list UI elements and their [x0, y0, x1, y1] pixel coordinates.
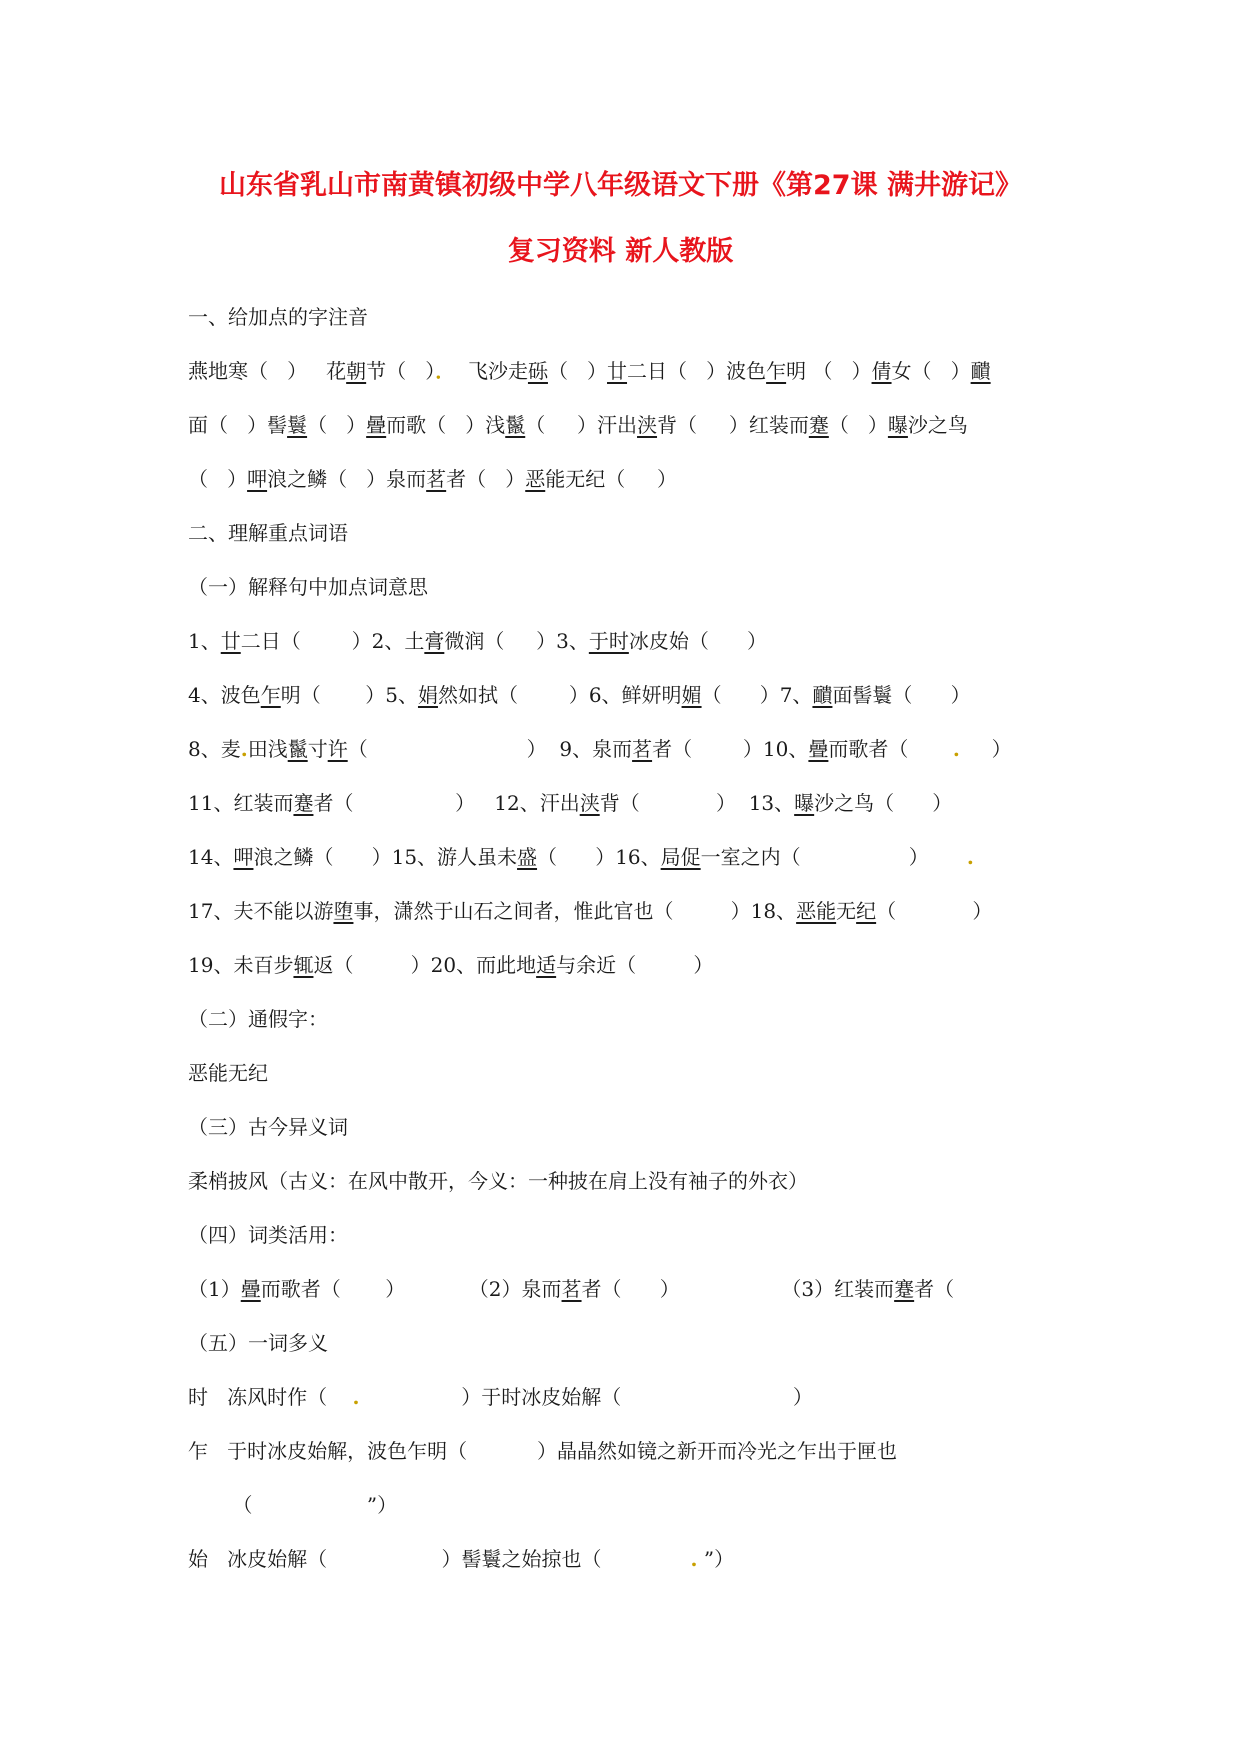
underlined-char: 曡 [240, 1277, 261, 1301]
text-segment: （ ）16、 [537, 845, 661, 869]
text-segment: 能无纪（ ） [545, 467, 678, 491]
text-segment: 14、 [188, 845, 234, 869]
text-line [188, 307, 368, 327]
underlined-char: 曡 [366, 413, 387, 437]
text-line [188, 361, 991, 381]
underlined-char: 呷 [233, 845, 254, 869]
text-segment: ） [959, 737, 1012, 761]
text-line [188, 1387, 813, 1407]
underlined-char: 茗 [632, 737, 653, 761]
text-segment: 燕地寒（ ） 花 [188, 359, 347, 383]
underlined-char: 靧 [812, 683, 833, 707]
text-segment: 者（ ） [446, 467, 526, 491]
text-segment: 1、 [188, 629, 221, 653]
emphasis-dot: ． [435, 359, 456, 383]
text-segment: 4、波色 [188, 683, 261, 707]
emphasis-dot: . [952, 737, 960, 761]
emphasis-dot: . [240, 737, 248, 761]
text-line [188, 1441, 897, 1461]
text-segment: 背（ ） 13、 [599, 791, 795, 815]
text-segment: ）于时冰皮始解（ ） [359, 1385, 813, 1409]
underlined-char: 蹇 [808, 413, 829, 437]
underlined-char: 茗 [561, 1277, 582, 1301]
underlined-char: 乍 [260, 683, 281, 707]
text-line [188, 739, 1012, 759]
text-segment: 19、未百步 [188, 953, 294, 977]
text-line [188, 1279, 954, 1299]
text-line [188, 1495, 397, 1515]
underlined-char: 恶能 [796, 899, 837, 923]
text-segment: （ ） [547, 359, 608, 383]
emphasis-dot: . [966, 845, 974, 869]
text-line [188, 577, 428, 597]
text-segment: ”） [697, 1547, 735, 1571]
text-segment: 明（ ）5、 [280, 683, 418, 707]
text-segment: 沙之鸟 [907, 413, 968, 437]
text-segment: （ ） [876, 899, 993, 923]
text-segment: 者（ ）10、 [652, 737, 809, 761]
text-segment: 二日（ ）2、土 [240, 629, 425, 653]
text-segment: 始 冰皮始解（ ）髻鬟之始掠也（ [188, 1547, 691, 1571]
text-segment: 浪之鳞（ ）15、游人虽未 [253, 845, 518, 869]
text-segment: 而歌者（ ） （2）泉而 [260, 1277, 562, 1301]
underlined-char: 廿 [220, 629, 241, 653]
text-segment: 事，潇然于山石之间者，惟此官也（ ）18、 [353, 899, 797, 923]
text-segment: 乍 于时冰皮始解，波色乍明（ ）晶晶然如镜之新开而冷光之乍出于匣也 [188, 1439, 898, 1463]
text-segment: （二）通假字： [188, 1007, 328, 1031]
text-segment: （ ）7、 [701, 683, 813, 707]
text-line [188, 523, 348, 543]
text-segment: 女（ ） [891, 359, 971, 383]
text-segment: 与余近（ ） [556, 953, 714, 977]
underlined-char: 于时 [588, 629, 629, 653]
text-segment: 节（ ） [366, 359, 436, 383]
underlined-char: 廿 [607, 359, 628, 383]
text-segment: 返（ ）20、而此地 [313, 953, 537, 977]
underlined-char: 乍 [766, 359, 787, 383]
text-segment: （一）解释句中加点词意思 [188, 575, 428, 599]
emphasis-dot: . [690, 1547, 698, 1571]
text-segment: 8、麦 [188, 737, 241, 761]
text-segment: （四）词类活用： [188, 1223, 348, 1247]
text-segment: 者（ ） （3）红装而 [581, 1277, 895, 1301]
text-segment: 微润（ ）3、 [444, 629, 589, 653]
text-segment: 恶能无纪 [188, 1061, 268, 1085]
text-segment: （五）一词多义 [188, 1331, 328, 1355]
text-segment: 飞沙走 [455, 359, 528, 383]
text-line [188, 1171, 808, 1191]
text-segment: 然如拭（ ）6、鲜妍明 [437, 683, 682, 707]
underlined-char: 朝 [346, 359, 367, 383]
underlined-char: 蹇 [293, 791, 314, 815]
underlined-char: 堕 [333, 899, 354, 923]
text-line [188, 1063, 268, 1083]
text-segment: （1） [188, 1277, 241, 1301]
underlined-char: 鬣 [505, 413, 526, 437]
underlined-char: 盛 [517, 845, 538, 869]
text-segment: 柔梢披风（古义：在风中散开，今义：一种披在肩上没有袖子的外衣） [188, 1169, 808, 1193]
text-line [188, 955, 713, 975]
document-title-line2: 复习资料 新人教版 [507, 236, 734, 267]
text-line [188, 685, 971, 705]
text-segment: 17、夫不能以游 [188, 899, 334, 923]
text-segment: 者（ [914, 1277, 955, 1301]
text-line [188, 1117, 348, 1137]
text-line [188, 1333, 328, 1353]
underlined-char: 倩 [871, 359, 892, 383]
underlined-char: 曡 [808, 737, 829, 761]
underlined-char: 纪 [856, 899, 877, 923]
underlined-char: 膏 [424, 629, 445, 653]
text-segment: 田浅 [247, 737, 288, 761]
text-segment: 一室之内（ ） [700, 845, 967, 869]
text-segment: （ ） 9、泉而 [347, 737, 633, 761]
text-segment: （ ） [828, 413, 888, 437]
underlined-char: 适 [536, 953, 557, 977]
underlined-char: 浃 [637, 413, 658, 437]
text-segment: 一、给加点的字注音 [188, 305, 368, 329]
underlined-char: 曝 [794, 791, 815, 815]
text-segment: 浪之鳞（ ）泉而 [267, 467, 427, 491]
text-segment: 冰皮始（ ） [628, 629, 767, 653]
underlined-char: 浃 [579, 791, 600, 815]
text-segment: （ ”） [188, 1493, 398, 1517]
text-segment: 时 冻风时作（ [188, 1385, 353, 1409]
text-segment: （ ） [188, 467, 248, 491]
underlined-char: 蹇 [894, 1277, 915, 1301]
text-segment: 无 [836, 899, 857, 923]
document-title-line1: 山东省乳山市南黄镇初级中学八年级语文下册《第27课 满井游记》 [219, 170, 1022, 201]
text-segment: 11、红装而 [188, 791, 294, 815]
text-segment: 面髻鬟（ ） [832, 683, 971, 707]
text-line [188, 631, 767, 651]
text-segment: 二、理解重点词语 [188, 521, 348, 545]
text-segment: 明 （ ） [786, 359, 872, 383]
text-line [188, 847, 974, 867]
underlined-char: 鬟 [287, 413, 308, 437]
text-segment: 寸 [307, 737, 328, 761]
text-line [188, 1009, 328, 1029]
text-line [188, 1549, 734, 1569]
underlined-char: 许 [327, 737, 348, 761]
emphasis-dot: . [352, 1385, 360, 1409]
underlined-char: 曝 [887, 413, 908, 437]
text-segment: 背（ ）红装而 [657, 413, 809, 437]
text-segment: 而歌（ ）浅 [386, 413, 506, 437]
text-line [188, 469, 677, 489]
text-segment: 沙之鸟（ ） [814, 791, 953, 815]
text-line [188, 415, 968, 435]
text-line [188, 901, 992, 921]
text-line [188, 1225, 348, 1245]
underlined-char: 砾 [527, 359, 548, 383]
text-segment: （ ） [307, 413, 367, 437]
underlined-char: 局促 [660, 845, 701, 869]
text-segment: 二日（ ）波色 [627, 359, 767, 383]
text-segment: （三）古今异义词 [188, 1115, 348, 1139]
underlined-char: 鬣 [287, 737, 308, 761]
underlined-char: 辄 [293, 953, 314, 977]
underlined-char: 呷 [247, 467, 268, 491]
underlined-char: 茗 [426, 467, 447, 491]
text-segment: （ ）汗出 [525, 413, 638, 437]
text-segment: 者（ ） 12、汗出 [313, 791, 580, 815]
text-line [188, 793, 952, 813]
text-segment: 而歌者（ [828, 737, 953, 761]
underlined-char: 恶 [525, 467, 546, 491]
underlined-char: 靧 [970, 359, 991, 383]
underlined-char: 娟 [417, 683, 438, 707]
underlined-char: 媚 [681, 683, 702, 707]
text-segment: 面（ ）髻 [188, 413, 288, 437]
